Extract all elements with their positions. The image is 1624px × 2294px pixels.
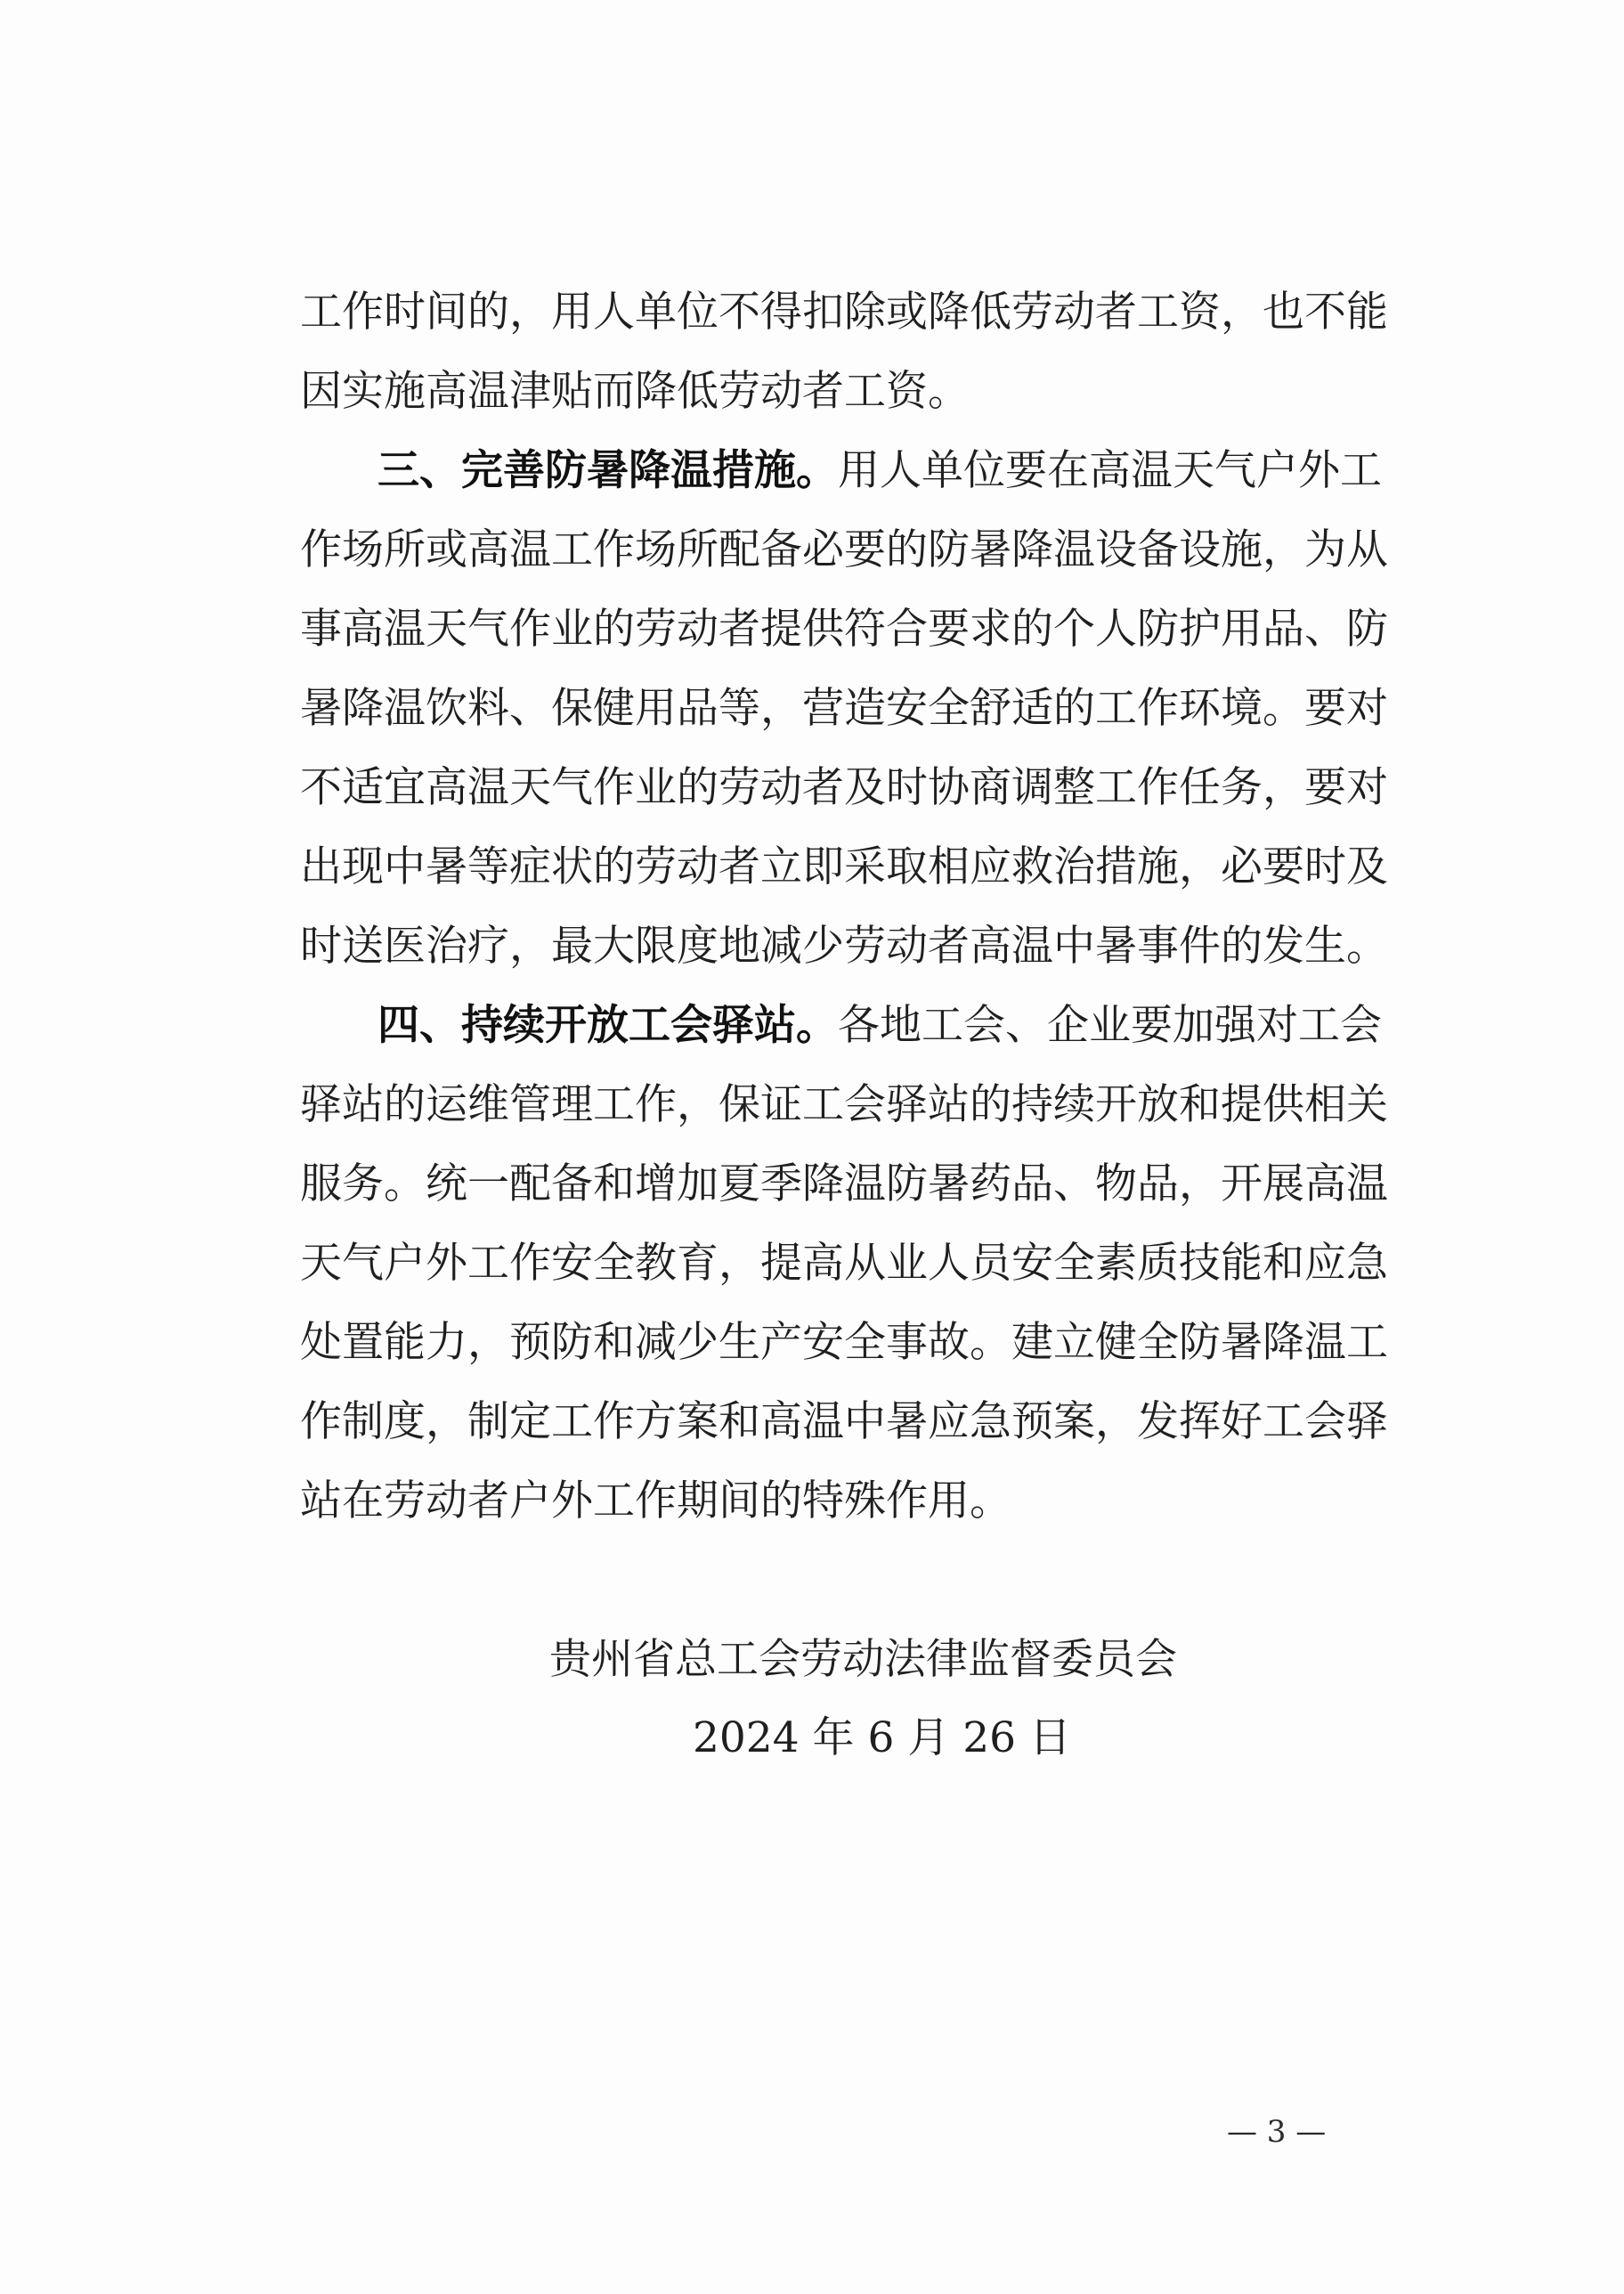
body-text: 工作时间的，用人单位不得扣除或降低劳动者工资，也不能 — [300, 288, 1388, 337]
paragraph-line — [0, 748, 1624, 828]
paragraph-line — [0, 1382, 1624, 1462]
body-text: 各地工会、企业要加强对工会 — [838, 1001, 1382, 1050]
body-text: 天气户外工作安全教育，提高从业人员安全素质技能和应急 — [300, 1239, 1388, 1288]
paragraph-line — [0, 1224, 1624, 1304]
paragraph-line — [0, 590, 1624, 670]
body-text: 作制度，制定工作方案和高温中暑应急预案，发挥好工会驿 — [300, 1397, 1388, 1446]
paragraph-line — [0, 907, 1624, 987]
paragraph-line — [0, 1303, 1624, 1383]
section-4-line-wrap — [378, 986, 1382, 1066]
section-3-first-line — [0, 431, 1624, 511]
page-number: — 3 — — [1227, 2114, 1327, 2150]
body-text: 服务。统一配备和增加夏季降温防暑药品、物品，开展高温 — [300, 1159, 1388, 1208]
paragraph-line — [0, 273, 1624, 353]
body-text: 时送医治疗，最大限度地减少劳动者高温中暑事件的发生。 — [300, 922, 1388, 971]
body-text: 暑降温饮料、保健用品等，营造安全舒适的工作环境。要对 — [300, 684, 1388, 733]
section-4-first-line — [0, 986, 1624, 1066]
body-text: 处置能力，预防和减少生产安全事故。建立健全防暑降温工 — [300, 1318, 1388, 1367]
paragraph-line — [0, 1461, 1624, 1542]
body-text: 因实施高温津贴而降低劳动者工资。 — [300, 367, 970, 416]
signature-date: 2024 年 6 月 26 日 — [693, 1713, 1072, 1762]
paragraph-line — [0, 1065, 1624, 1145]
section-3-line-wrap — [378, 431, 1382, 511]
paragraph-line — [0, 1144, 1624, 1224]
section-4-heading: 四、持续开放工会驿站。 — [378, 1001, 838, 1050]
body-text: 用人单位要在高温天气户外工 — [838, 446, 1382, 495]
paragraph-line — [0, 510, 1624, 590]
paragraph-line — [0, 669, 1624, 749]
section-3-heading: 三、完善防暑降温措施。 — [378, 446, 838, 495]
body-text: 站在劳动者户外工作期间的特殊作用。 — [300, 1476, 1011, 1525]
signature-organization: 贵州省总工会劳动法律监督委员会 — [549, 1635, 1177, 1684]
body-text: 事高温天气作业的劳动者提供符合要求的个人防护用品、防 — [300, 605, 1388, 654]
body-text: 驿站的运维管理工作，保证工会驿站的持续开放和提供相关 — [300, 1080, 1388, 1129]
body-text: 不适宜高温天气作业的劳动者及时协商调整工作任务，要对 — [300, 763, 1388, 812]
body-text: 作场所或高温工作场所配备必要的防暑降温设备设施，为从 — [300, 525, 1388, 574]
paragraph-line — [0, 352, 1624, 432]
paragraph-line — [0, 827, 1624, 907]
body-text: 出现中暑等症状的劳动者立即采取相应救治措施，必要时及 — [300, 842, 1388, 891]
